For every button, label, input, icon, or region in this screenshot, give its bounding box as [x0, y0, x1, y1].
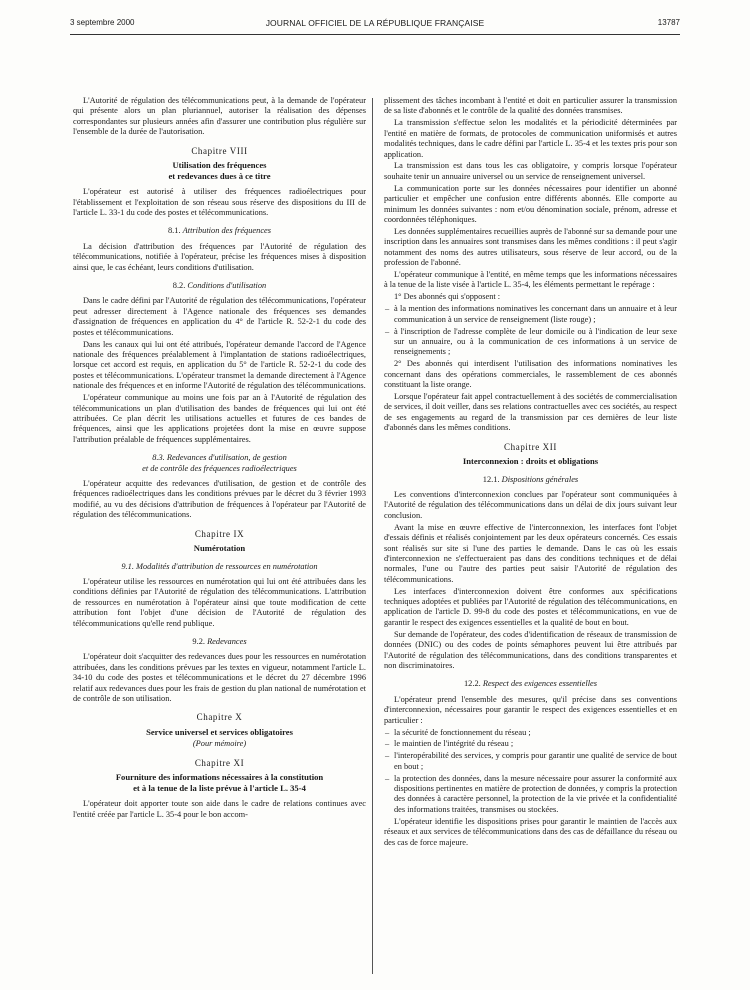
section-heading — [384, 679, 677, 689]
paragraph: L'opérateur identifie les dispositions prises pour garantir le maintien de l'accès aux réseaux et aux services de télécommunications dans des cas de défaillance du réseau ou des cas de force majeure. — [384, 816, 677, 847]
chapter-title: Interconnexion : droits et obligations — [462, 456, 599, 466]
section-title: Dispositions générales — [501, 474, 579, 484]
chapter-heading: Chapitre VIII — [191, 145, 248, 156]
section-heading — [73, 281, 366, 291]
list-item: – à la mention des informations nominatives les concernant dans un annuaire et à leur communication à un service de renseignement (liste rouge) ; — [384, 304, 677, 325]
paragraph: L'opérateur doit s'acquitter des redevances dues pour les ressources en numérotation attribuées, dans les conditions prévues par les textes en vigueur, notamment l'article L. 34-10 du code des postes et télécommunications et le décret du 27 décembre 1996 relatif aux redevances dues pour les frais de gestion du plan national de numérotation et de contrôle de son utilisation. — [73, 652, 366, 704]
paragraph: Les interfaces d'interconnexion doivent être conformes aux spécifications techniques adoptées et publiées par l'Autorité de régulation des télécommunications, en application de l'article D. 99-8 du code des postes et télécommunications, en vue de garantir le respect des exigences essentielles et la qualité de bout en bout. — [384, 586, 677, 627]
section-heading — [73, 562, 366, 572]
section-title: Attribution des fréquences — [182, 226, 272, 236]
paragraph: 1° Des abonnés qui s'opposent : — [394, 292, 501, 302]
paragraph: L'opérateur acquitte des redevances d'utilisation, de gestion et de contrôle des fréquences radioélectriques dans les conditions prévues par le décret du 3 février 1993 modifié, au vu des décisions d'attribution de fréquences à l'opérateur par l'Autorité de régulation des télécommunications. — [73, 478, 366, 520]
paragraph: La transmission est dans tous les cas obligatoire, y compris lorsque l'opérateur souhaite tenir un annuaire universel ou un service de renseignement universel. — [384, 161, 677, 181]
left-column — [73, 96, 366, 822]
chapter-heading: Chapitre IX — [194, 528, 245, 539]
chapter-heading: Chapitre XII — [504, 441, 557, 452]
chapter-heading: Chapitre XI — [194, 757, 245, 768]
list-item: – la protection des données, dans la mesure nécessaire pour assurer la conformité aux dispositions pertinentes en matière de protection de données, y compris la protection des données à caractère personnel, la protection de la vie privée et la confidentialité des informations traitées, transmises ou stockées. — [384, 774, 677, 816]
paragraph: L'opérateur doit apporter toute son aide dans le cadre de relations continues avec l'entité créée par l'article L. 35-4 pour le bon accom- — [73, 799, 366, 819]
paragraph: Avant la mise en œuvre effective de l'interconnexion, les interfaces font l'objet d'essais définis et réalisés conjointement par les deux opérateurs concernés. Ces essais sont réalisés sur site si l'une des parties le demande. Dans le cas où les essais d'interconnexion ne s'effectueraient pas dans des conditions techniques et de délai normales, l'une ou l'autre des parties peut saisir l'Autorité de régulation des télécommunications. — [384, 522, 677, 584]
chapter-title: Service universel et services obligatoires — [146, 726, 293, 737]
section-title-line: et de contrôle des fréquences radioélectriques — [142, 463, 297, 473]
right-column — [384, 96, 677, 850]
paragraph: L'opérateur prend l'ensemble des mesures, qu'il précise dans ses conventions d'interconnexion, nécessaires pour garantir le respect des exigences essentielles et en particulier : — [384, 694, 677, 725]
section-heading — [73, 453, 366, 474]
section-number: 12.1. — [482, 474, 500, 484]
chapter-title — [73, 772, 366, 793]
section-number: 12.2. — [463, 679, 481, 689]
header-journal-title: JOURNAL OFFICIEL DE LA RÉPUBLIQUE FRANÇAISE — [265, 18, 485, 28]
paragraph: L'opérateur est autorisé à utiliser des fréquences radioélectriques pour l'établissement et l'exploitation de son réseau sous réserve des dispositions du III de l'article L. 33-1 du code des postes et télécommunications. — [73, 187, 366, 218]
section-title: Conditions d'utilisation — [187, 281, 267, 291]
paragraph: L'Autorité de régulation des télécommunications peut, à la demande de l'opérateur qui présente alors un plan pluriannuel, autoriser la réalisation des dépenses correspondantes sur plusieurs années afin d'assurer une contribution plus régulière sur l'ensemble de la durée de l'autorisation. — [73, 96, 366, 137]
section-heading — [73, 637, 366, 647]
section-heading — [384, 475, 677, 485]
list-item: – à l'inscription de l'adresse complète de leur domicile ou à l'indication de leur sexe sur un annuaire, ou à la communication de ces informations à un service de renseignements ; — [384, 327, 677, 358]
paragraph: Dans les canaux qui lui ont été attribués, l'opérateur demande l'accord de l'Agence nationale des fréquences préalablement à l'implantation de stations radioélectriques, lorsque cet accord est requis, en application du 5° de l'article R. 52-2-1 du code des postes et télécommunications. L'opérateur transmet la demande directement à l'Agence nationale des fréquences et en informe l'Autorité de régulation des télécommunications. — [73, 339, 366, 391]
section-number: 8.2. — [172, 281, 186, 291]
section-heading — [73, 226, 366, 236]
section-title: 9.1. Modalités d'attribution de ressources en numérotation — [121, 561, 318, 571]
paragraph: Lorsque l'opérateur fait appel contractuellement à des sociétés de commercialisation de services, il doit veiller, dans ses relations contractuelles avec ces sociétés, au respect de ses engagements au regard de la transmission par ces dernières de leur liste d'abonnés dans les mêmes conditions. — [384, 391, 677, 433]
chapter-title-line: Fourniture des informations nécessaires à la constitution — [115, 772, 324, 783]
chapter-title — [73, 160, 366, 181]
chapter-title-line: et à la tenue de la liste prévue à l'article L. 35-4 — [133, 782, 306, 793]
section-number: 8.1. — [167, 226, 181, 236]
page-header — [70, 18, 680, 32]
paragraph: La transmission s'effectue selon les modalités et la périodicité déterminées par l'entité en matière de formats, de protocoles de communication uniformisés et autres modalités techniques, dans le cadre défini par l'article L. 35-4 et les textes pris pour son application. — [384, 118, 677, 159]
list-item: – la sécurité de fonctionnement du réseau ; — [384, 728, 677, 738]
header-page-number: 13787 — [657, 18, 680, 27]
paragraph: Les données supplémentaires recueillies auprès de l'abonné sur sa demande pour une inscription dans les annuaires sont transmises dans les mêmes conditions : il peut s'agir notamment des noms des autres utilisateurs, sous réserve de leur accord, ou de la profession de l'abonné. — [384, 226, 677, 268]
chapter-title: Numérotation — [193, 543, 246, 553]
section-title-line: 8.3. Redevances d'utilisation, de gestion — [152, 453, 287, 463]
section-title: Respect des exigences essentielles — [482, 679, 598, 689]
paragraph: 2° Des abonnés qui interdisent l'utilisation des informations nominatives les concernant dans des opérations commerciales, le rassemblement de ces abonnés constituant la liste orange. — [384, 359, 677, 390]
column-divider — [372, 98, 373, 974]
header-date: 3 septembre 2000 — [70, 18, 135, 27]
list-item: – l'interopérabilité des services, y compris pour garantir une qualité de service de bout en bout ; — [384, 751, 677, 772]
paragraph: Dans le cadre défini par l'Autorité de régulation des télécommunications, l'opérateur peut adresser directement à l'Agence nationale des fréquences ses demandes d'assignation de fréquences en application du 4° de l'article R. 52-2-1 du code des postes et télécommunications. — [73, 296, 366, 337]
paragraph: L'opérateur utilise les ressources en numérotation qui lui ont été attribuées dans les conditions définies par l'Autorité de régulation des télécommunications. L'attribution de ressources en numérotation à l'opérateur ainsi que toute modification de cette attribution font l'objet d'une décision de l'Autorité de régulation des télécommunications qu'elle rend publique. — [73, 577, 366, 628]
paragraph: plissement des tâches incombant à l'entité et doit en particulier assurer la transmission de sa liste d'abonnés et le contrôle de la qualité des données transmises. — [384, 96, 677, 116]
chapter-title-line: Utilisation des fréquences — [172, 160, 267, 171]
chapter-title-line: et redevances dues à ce titre — [168, 170, 271, 181]
paragraph: La décision d'attribution des fréquences par l'Autorité de régulation des télécommunications, notifiée à l'opérateur, précise les fréquences mises à disposition ainsi que, le cas échéant, leurs conditions d'utilisation. — [73, 241, 366, 272]
chapter-heading: Chapitre X — [196, 712, 243, 723]
paragraph: L'opérateur communique au moins une fois par an à l'Autorité de régulation des télécommunications un plan d'utilisation des bandes de fréquences qui lui ont été attribuées. Ce plan décrit les utilisations actuelles et futures de ces bandes de fréquences, ainsi que les applications projetées dont la mise en œuvre suppose l'attribution préalable de fréquences supplémentaires. — [73, 393, 366, 444]
paragraph: Les conventions d'interconnexion conclues par l'opérateur sont communiquées à l'Autorité de régulation des télécommunications dans un délai de dix jours suivant leur conclusion. — [384, 490, 677, 520]
paragraph: Sur demande de l'opérateur, des codes d'identification de réseaux de transmission de données (DNIC) ou des codes de points sémaphores peuvent lui être attribués par l'Autorité de régulation des télécommunications, dans des conditions transparentes et non discriminatoires. — [384, 629, 677, 670]
section-title: Redevances — [207, 637, 247, 647]
list-item: – le maintien de l'intégrité du réseau ; — [384, 739, 677, 749]
header-rule — [70, 34, 680, 35]
chapter-note: (Pour mémoire) — [192, 739, 247, 749]
paragraph: La communication porte sur les données nécessaires pour identifier un abonné particulier et empêcher une confusion entre différents abonnés. Elle comporte au minimum les données suivantes : nom et/ou dénomination sociale, prénom, adresse et coordonnées téléphoniques. — [384, 183, 677, 224]
paragraph: L'opérateur communique à l'entité, en même temps que les informations nécessaires à la tenue de la liste visée à l'article L. 35-4, les éléments permettant le repérage : — [384, 270, 677, 290]
section-number: 9.2. — [192, 637, 205, 647]
